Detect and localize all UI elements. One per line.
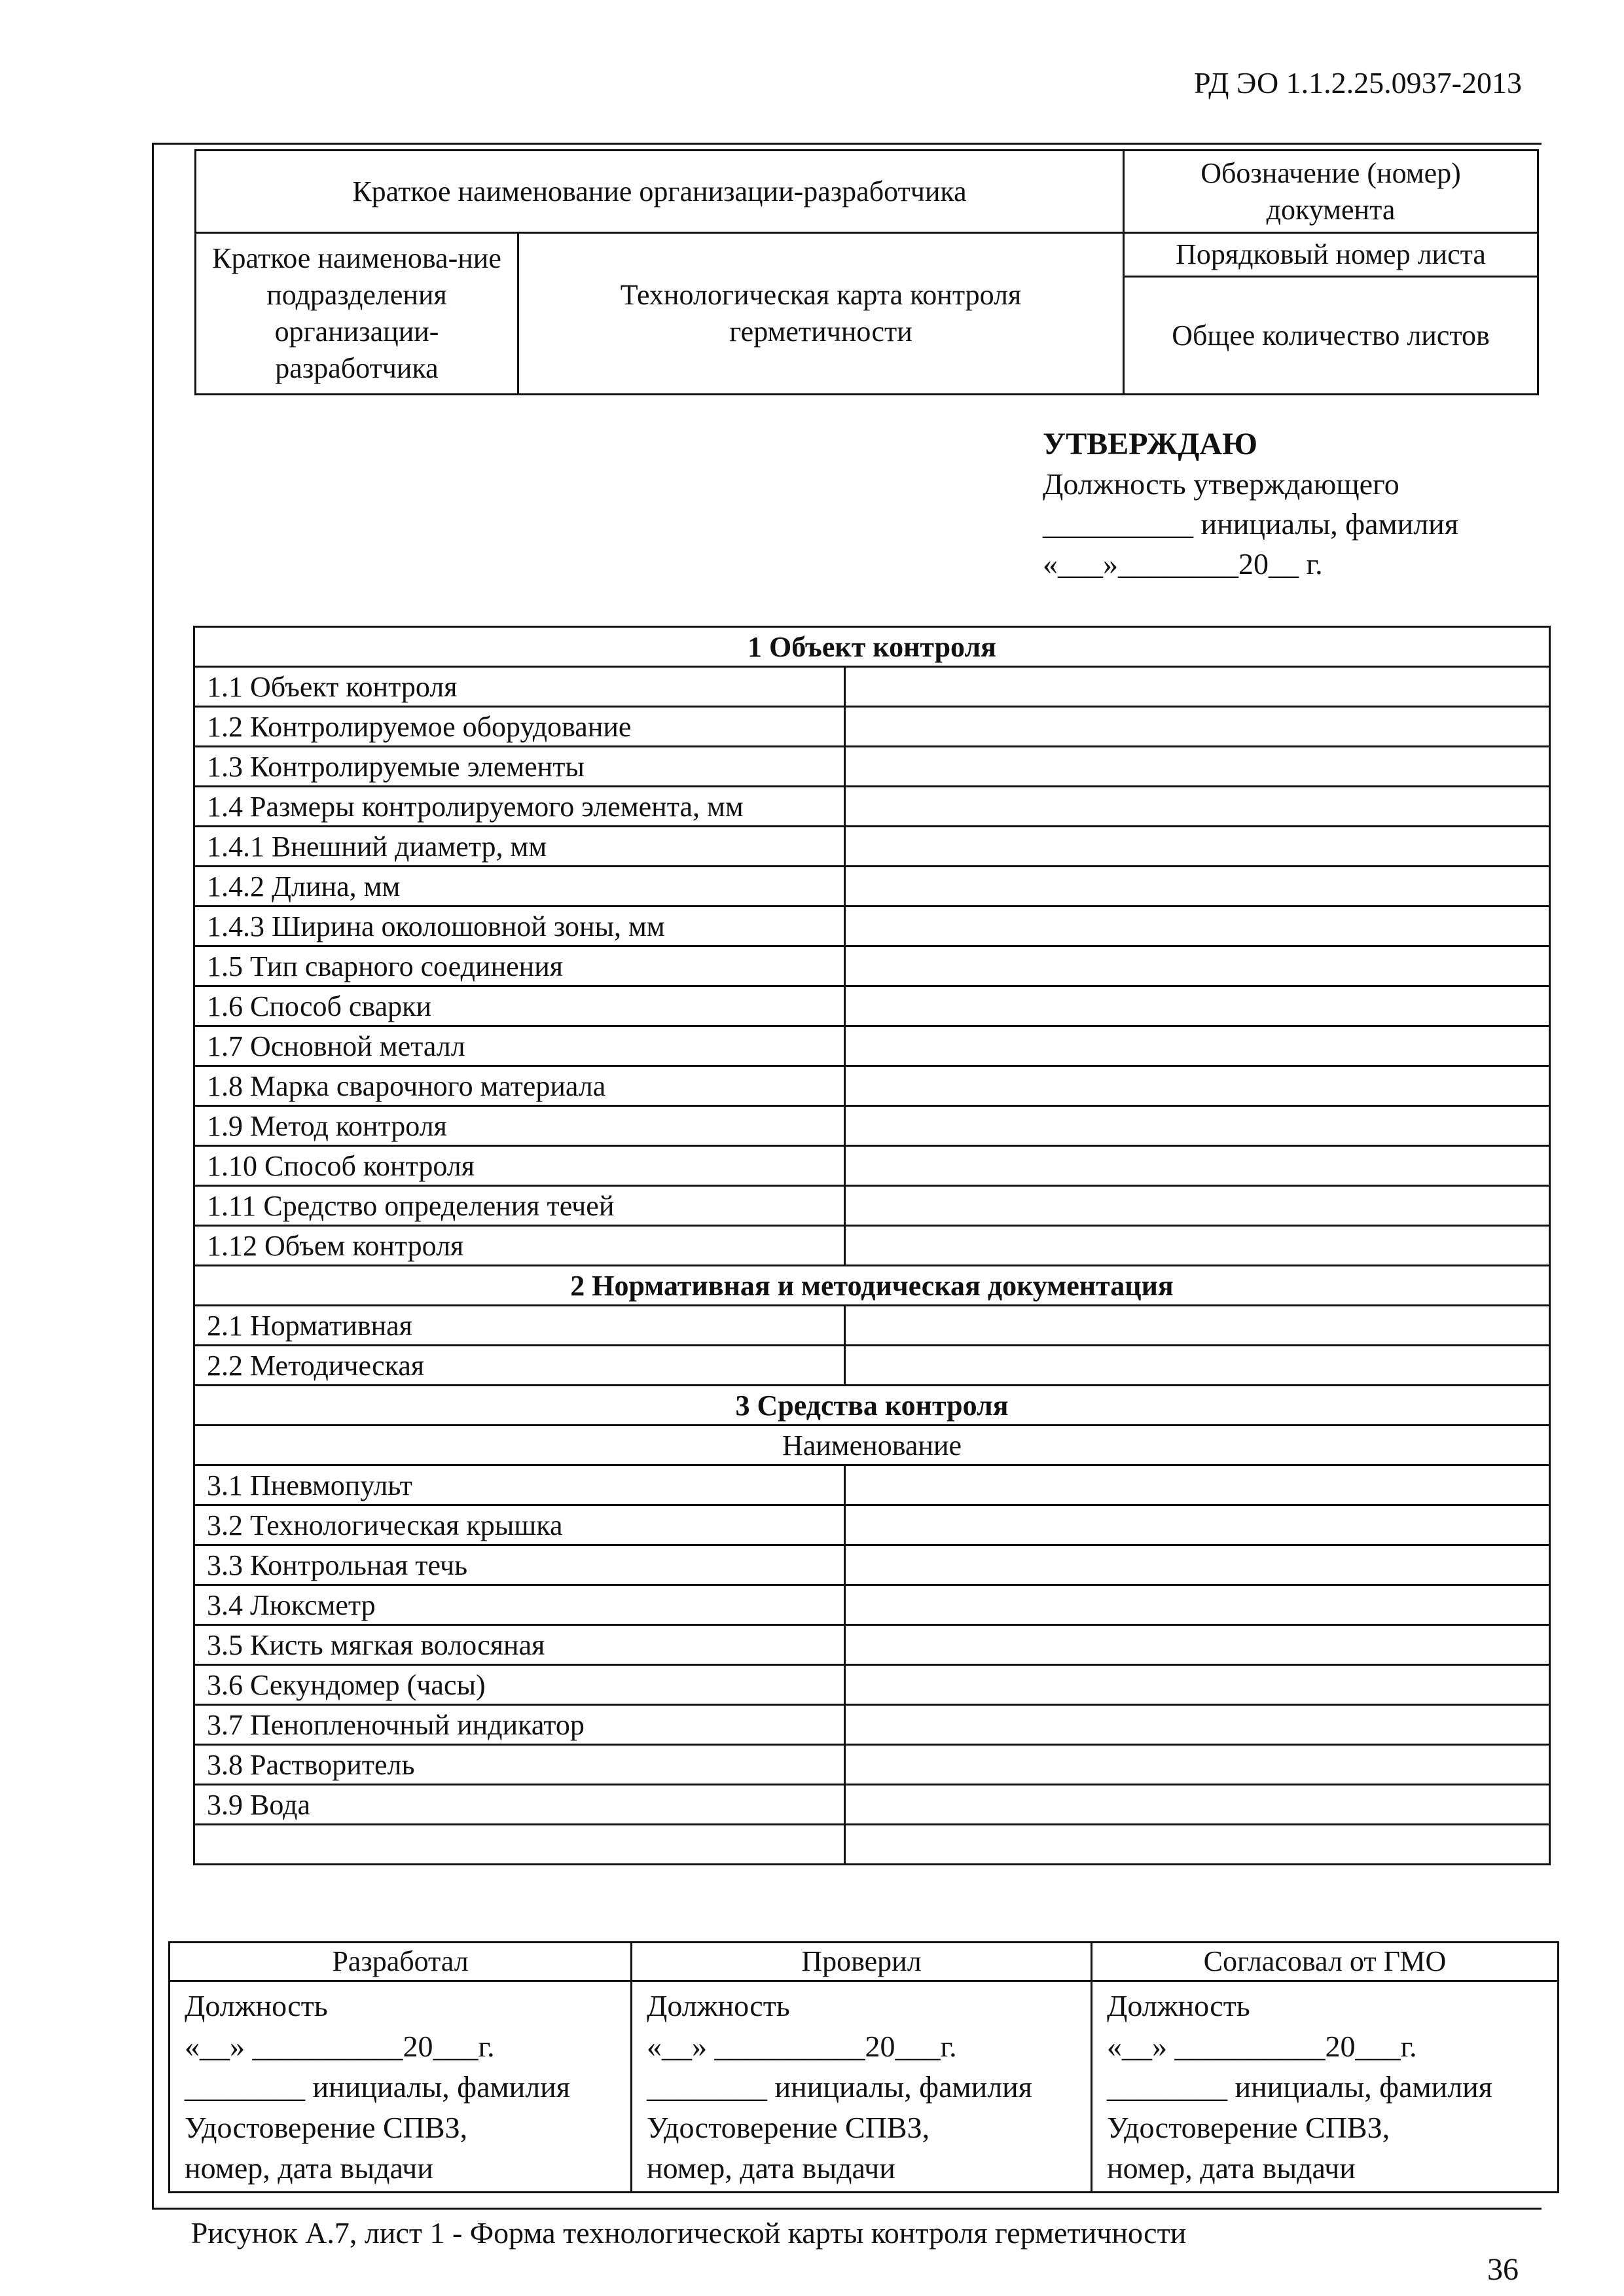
- row-label: 1.6 Способ сварки: [194, 986, 845, 1026]
- row-label: 1.11 Средство определения течей: [194, 1186, 845, 1226]
- signature-cert: Удостоверение СПВЗ,: [1107, 2111, 1390, 2144]
- table-row: [194, 1186, 1550, 1226]
- row-label: 1.4.3 Ширина околошовной зоны, мм: [194, 906, 845, 946]
- signature-date: «__» __________20___г.: [647, 2030, 957, 2063]
- row-label: 3.1 Пневмопульт: [194, 1465, 845, 1505]
- title-block: [194, 149, 1539, 395]
- row-value-cell: [845, 667, 1550, 707]
- table-row: [194, 1026, 1550, 1066]
- table-row: [194, 1306, 1550, 1346]
- row-value-cell: [845, 867, 1550, 906]
- row-value-cell: [845, 1745, 1550, 1785]
- row-value-cell: [845, 1545, 1550, 1585]
- table-row: [194, 747, 1550, 787]
- signature-header-agreed: Согласовал от ГМО: [1092, 1943, 1559, 1981]
- row-value-cell: [845, 1026, 1550, 1066]
- signature-name: ________ инициалы, фамилия: [1107, 2070, 1492, 2104]
- row-label: 3.3 Контрольная течь: [194, 1545, 845, 1585]
- table-row: [194, 1106, 1550, 1146]
- section-1-title-row: [194, 627, 1550, 667]
- org-name-cell: Краткое наименование организации-разработчика: [196, 151, 1124, 233]
- signature-cert: Удостоверение СПВЗ,: [185, 2111, 468, 2144]
- row-value-cell: [845, 1066, 1550, 1106]
- signature-cert: Удостоверение СПВЗ,: [647, 2111, 930, 2144]
- signature-table: [168, 1941, 1559, 2193]
- row-value-cell: [845, 1146, 1550, 1186]
- row-value-cell: [845, 1505, 1550, 1545]
- row-label: 2.1 Нормативная: [194, 1306, 845, 1346]
- row-label: 1.3 Контролируемые элементы: [194, 747, 845, 787]
- row-label: 1.7 Основной металл: [194, 1026, 845, 1066]
- table-row: [194, 1505, 1550, 1545]
- signature-date: «__» __________20___г.: [185, 2030, 495, 2063]
- row-value-cell: [845, 906, 1550, 946]
- table-row: [194, 707, 1550, 747]
- row-label: 3.9 Вода: [194, 1785, 845, 1825]
- table-row: [194, 1465, 1550, 1505]
- section-3-subheader: Наименование: [194, 1426, 1550, 1465]
- sheet-total-cell: Общее количество листов: [1124, 277, 1538, 395]
- table-row: [194, 827, 1550, 867]
- row-value-cell: [845, 1106, 1550, 1146]
- row-value-cell: [845, 1585, 1550, 1625]
- table-row: [194, 667, 1550, 707]
- signature-date: «__» __________20___г.: [1107, 2030, 1417, 2063]
- card-title-cell: Технологическая карта контроля герметичности: [518, 233, 1124, 395]
- table-row: [194, 1665, 1550, 1705]
- table-row: [194, 1785, 1550, 1825]
- table-row: [194, 1346, 1550, 1386]
- row-label: 1.9 Метод контроля: [194, 1106, 845, 1146]
- row-label: 1.8 Марка сварочного материала: [194, 1066, 845, 1106]
- section-3-title: 3 Средства контроля: [194, 1386, 1550, 1426]
- row-value-cell: [845, 747, 1550, 787]
- approval-block: [1043, 424, 1540, 584]
- row-label: 1.5 Тип сварного соединения: [194, 946, 845, 986]
- table-row: [194, 1226, 1550, 1266]
- signature-position: Должность: [647, 1989, 790, 2022]
- document-code: РД ЭО 1.1.2.25.0937-2013: [1194, 66, 1522, 99]
- row-value-cell: [845, 1186, 1550, 1226]
- row-label: 1.10 Способ контроля: [194, 1146, 845, 1186]
- row-value-cell: [845, 1705, 1550, 1745]
- table-row: [194, 1585, 1550, 1625]
- signature-cell-developed: [170, 1981, 632, 2193]
- section-3-title-row: [194, 1386, 1550, 1426]
- approval-heading: УТВЕРЖДАЮ: [1043, 427, 1258, 461]
- row-label: 3.4 Люксметр: [194, 1585, 845, 1625]
- row-value-cell: [845, 1346, 1550, 1386]
- signature-name: ________ инициалы, фамилия: [185, 2070, 570, 2104]
- table-row: [194, 1066, 1550, 1106]
- signature-cert-details: номер, дата выдачи: [185, 2151, 433, 2185]
- subdivision-cell: Краткое наименова-ние подразделения организации-разработчика: [196, 233, 518, 395]
- row-value-cell: [845, 707, 1550, 747]
- row-label: 1.4 Размеры контролируемого элемента, мм: [194, 787, 845, 827]
- row-value-cell: [845, 1465, 1550, 1505]
- table-row: [194, 986, 1550, 1026]
- table-row: [194, 1625, 1550, 1665]
- section-2-title: 2 Нормативная и методическая документация: [194, 1266, 1550, 1306]
- row-label: 1.1 Объект контроля: [194, 667, 845, 707]
- row-value-cell: [845, 787, 1550, 827]
- signature-position: Должность: [185, 1989, 328, 2022]
- approval-date-line: «___»________20__ г.: [1043, 547, 1323, 581]
- row-label: 1.4.2 Длина, мм: [194, 867, 845, 906]
- control-object-table: [193, 626, 1551, 1865]
- row-label: 3.6 Секундомер (часы): [194, 1665, 845, 1705]
- approval-signature-line: __________ инициалы, фамилия: [1043, 507, 1458, 541]
- doc-designation-cell: Обозначение (номер) документа: [1124, 151, 1538, 233]
- table-row: [194, 1705, 1550, 1745]
- table-row: [194, 906, 1550, 946]
- signature-cert-details: номер, дата выдачи: [647, 2151, 895, 2185]
- section-3-subheader-row: [194, 1426, 1550, 1465]
- section-1-title: 1 Объект контроля: [194, 627, 1550, 667]
- signature-position: Должность: [1107, 1989, 1250, 2022]
- empty-cell: [845, 1825, 1550, 1865]
- row-label: 3.2 Технологическая крышка: [194, 1505, 845, 1545]
- row-value-cell: [845, 1226, 1550, 1266]
- empty-row: [194, 1825, 1550, 1865]
- signature-header-checked: Проверил: [632, 1943, 1092, 1981]
- page-number: 36: [1487, 2252, 1519, 2287]
- signature-cert-details: номер, дата выдачи: [1107, 2151, 1356, 2185]
- signature-cell-agreed: [1092, 1981, 1559, 2193]
- row-value-cell: [845, 1625, 1550, 1665]
- row-value-cell: [845, 946, 1550, 986]
- row-label: 3.5 Кисть мягкая волосяная: [194, 1625, 845, 1665]
- row-label: 2.2 Методическая: [194, 1346, 845, 1386]
- row-value-cell: [845, 1306, 1550, 1346]
- sheet-number-cell: Порядковый номер листа: [1124, 233, 1538, 277]
- row-label: 3.8 Растворитель: [194, 1745, 845, 1785]
- row-value-cell: [845, 827, 1550, 867]
- table-row: [194, 867, 1550, 906]
- section-2-title-row: [194, 1266, 1550, 1306]
- table-row: [194, 1545, 1550, 1585]
- row-label: 1.4.1 Внешний диаметр, мм: [194, 827, 845, 867]
- row-value-cell: [845, 1665, 1550, 1705]
- approval-position: Должность утверждающего: [1043, 467, 1399, 501]
- empty-cell: [194, 1825, 845, 1865]
- signature-header-developed: Разработал: [170, 1943, 632, 1981]
- table-row: [194, 1745, 1550, 1785]
- row-label: 3.7 Пенопленочный индикатор: [194, 1705, 845, 1745]
- figure-caption: Рисунок А.7, лист 1 - Форма технологической карты контроля герметичности: [190, 2216, 1187, 2250]
- signature-cell-checked: [632, 1981, 1092, 2193]
- row-label: 1.12 Объем контроля: [194, 1226, 845, 1266]
- row-label: 1.2 Контролируемое оборудование: [194, 707, 845, 747]
- table-row: [194, 787, 1550, 827]
- table-row: [194, 1146, 1550, 1186]
- table-row: [194, 946, 1550, 986]
- row-value-cell: [845, 1785, 1550, 1825]
- row-value-cell: [845, 986, 1550, 1026]
- signature-name: ________ инициалы, фамилия: [647, 2070, 1032, 2104]
